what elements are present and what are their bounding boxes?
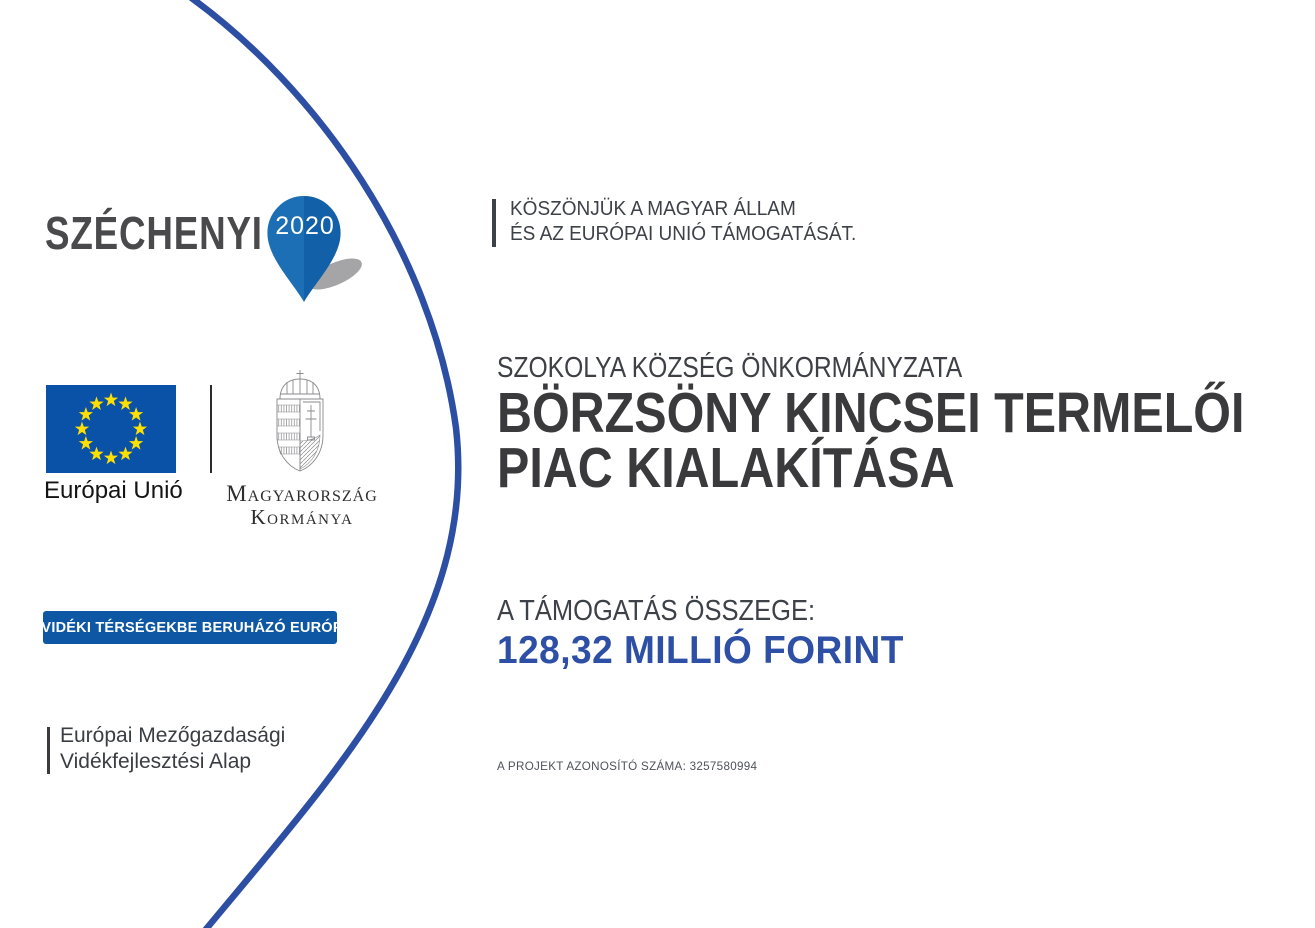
- organization-name-text: SZOKOLYA KÖZSÉG ÖNKORMÁNYZATA: [497, 352, 963, 384]
- european-union-flag-icon: [46, 385, 176, 473]
- government-label-line-2: Kormánya: [250, 505, 354, 529]
- investing-europe-banner-label: A VIDÉKI TÉRSÉGEKBE BERUHÁZÓ EURÓPA: [27, 619, 353, 636]
- pin-year-label: 2020: [275, 212, 335, 240]
- fund-name: [60, 723, 285, 775]
- project-id: [497, 759, 765, 773]
- fund-name-line-2: Vidékfejlesztési Alap: [60, 750, 252, 773]
- government-label: [213, 482, 391, 528]
- fund-accent-bar: [47, 727, 50, 774]
- thanks-line-2: ÉS AZ EURÓPAI UNIÓ TÁMOGATÁSÁT.: [510, 223, 857, 245]
- hungary-coat-of-arms-icon: [267, 369, 333, 476]
- fund-name-line-1: Európai Mezőgazdasági: [60, 724, 286, 747]
- grant-amount-value: [497, 629, 925, 673]
- thanks-line-1: KÖSZÖNJÜK A MAGYAR ÁLLAM: [510, 198, 796, 220]
- szechenyi-wordmark-text: SZÉCHENYI: [45, 207, 263, 259]
- project-id-text: A PROJEKT AZONOSÍTÓ SZÁMA: 3257580994: [497, 759, 758, 773]
- project-title: [497, 381, 1315, 500]
- grant-amount-value-text: 128,32 MILLIÓ FORINT: [497, 629, 904, 672]
- thanks-accent-bar: [492, 199, 496, 247]
- eu-label: Európai Unió: [44, 477, 183, 504]
- grant-amount-label: [497, 595, 859, 628]
- thanks-text: [510, 197, 875, 247]
- grant-amount-label-text: A TÁMOGATÁS ÖSSZEGE:: [497, 595, 816, 627]
- project-title-line-2: PIAC KIALAKÍTÁSA: [497, 436, 955, 500]
- project-title-line-1: BÖRZSÖNY KINCSEI TERMELŐI: [497, 381, 1245, 445]
- logo-divider: [210, 385, 212, 473]
- government-label-line-1: Magyarország: [226, 481, 378, 506]
- investing-europe-banner: [27, 611, 353, 644]
